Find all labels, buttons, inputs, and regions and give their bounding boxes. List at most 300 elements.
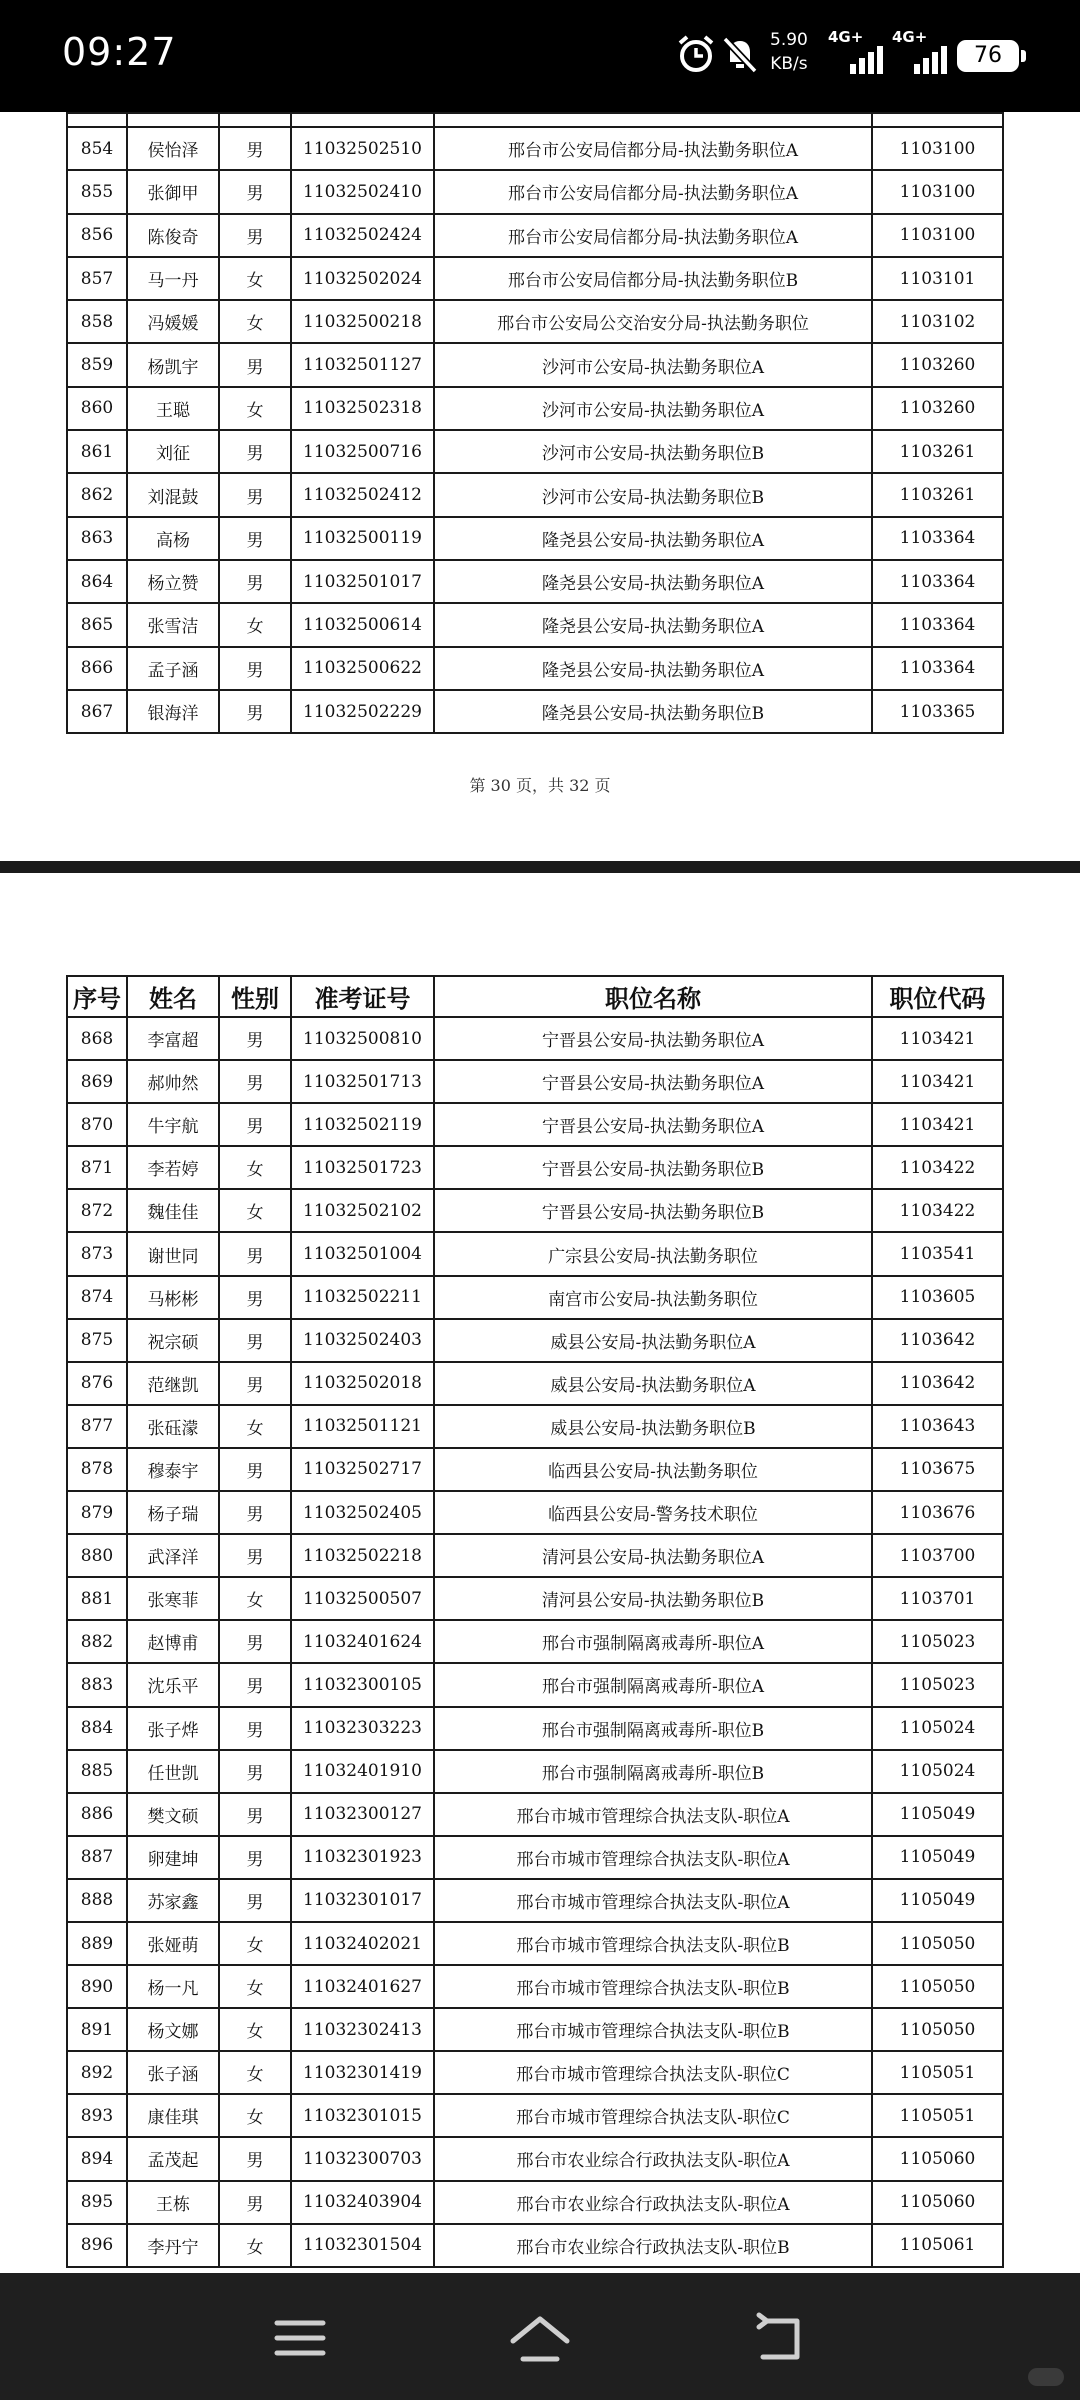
cell-position-code: 1103260 xyxy=(872,387,1003,430)
cell-gender: 女 xyxy=(219,1189,291,1232)
cell-gender: 男 xyxy=(219,1534,291,1577)
cell-name: 樊文硕 xyxy=(127,1793,219,1836)
cell-exam-id: 11032500218 xyxy=(291,300,434,343)
cell-name: 苏家鑫 xyxy=(127,1879,219,1922)
table-row xyxy=(67,1319,1003,1362)
table-row xyxy=(67,2094,1003,2137)
cell-name: 王栋 xyxy=(127,2181,219,2224)
cell-exam-id: 11032301923 xyxy=(291,1836,434,1879)
cell-gender: 女 xyxy=(219,387,291,430)
cell-position: 沙河市公安局-执法勤务职位B xyxy=(434,430,872,473)
cell-gender: 女 xyxy=(219,1577,291,1620)
cell-name: 魏佳佳 xyxy=(127,1189,219,1232)
cell-gender: 男 xyxy=(219,1793,291,1836)
cell-index: 875 xyxy=(67,1319,127,1362)
cell-name: 杨立赞 xyxy=(127,560,219,603)
cell-exam-id: 11032502229 xyxy=(291,690,434,733)
cell-exam-id: 11032502211 xyxy=(291,1276,434,1319)
cell-position-code: 1105023 xyxy=(872,1663,1003,1706)
cell-index: 880 xyxy=(67,1534,127,1577)
cell-gender: 女 xyxy=(219,2094,291,2137)
cell-position-code: 1103261 xyxy=(872,473,1003,516)
cell-position: 清河县公安局-执法勤务职位A xyxy=(434,1534,872,1577)
table-row xyxy=(67,1620,1003,1663)
cell-position-code: 1103261 xyxy=(872,430,1003,473)
table-row xyxy=(67,1405,1003,1448)
cell-name: 孟子涵 xyxy=(127,647,219,690)
cell-name: 赵博甫 xyxy=(127,1620,219,1663)
cell-name: 祝宗硕 xyxy=(127,1319,219,1362)
table-row xyxy=(67,343,1003,386)
cell-position-code: 1103364 xyxy=(872,517,1003,560)
cell-position-code: 1105049 xyxy=(872,1836,1003,1879)
cell-gender: 女 xyxy=(219,603,291,646)
cell-position: 邢台市强制隔离戒毒所-职位B xyxy=(434,1750,872,1793)
cell-position-code: 1103700 xyxy=(872,1534,1003,1577)
cell-exam-id: 11032502024 xyxy=(291,257,434,300)
table-row xyxy=(67,1836,1003,1879)
cell-name: 杨子瑞 xyxy=(127,1491,219,1534)
cell-gender: 男 xyxy=(219,1491,291,1534)
cell-name: 马一丹 xyxy=(127,257,219,300)
cell-position: 邢台市强制隔离戒毒所-职位A xyxy=(434,1620,872,1663)
cell-gender: 男 xyxy=(219,690,291,733)
cell-gender: 男 xyxy=(219,1103,291,1146)
cell-exam-id: 11032502119 xyxy=(291,1103,434,1146)
cell-index: 859 xyxy=(67,343,127,386)
cell-name: 任世凯 xyxy=(127,1750,219,1793)
cell-name: 刘征 xyxy=(127,430,219,473)
table-row xyxy=(67,1750,1003,1793)
cell-exam-id: 11032501121 xyxy=(291,1405,434,1448)
table-row xyxy=(67,2181,1003,2224)
cell-position-code: 1105024 xyxy=(872,1707,1003,1750)
results-table-page-31 xyxy=(66,975,1004,2268)
cell-index: 887 xyxy=(67,1836,127,1879)
cell-position-code: 1103364 xyxy=(872,603,1003,646)
cell-position-code: 1103100 xyxy=(872,214,1003,257)
cell-position: 隆尧县公安局-执法勤务职位A xyxy=(434,647,872,690)
cell-index: 886 xyxy=(67,1793,127,1836)
cell-exam-id: 11032500119 xyxy=(291,517,434,560)
cell-index: 885 xyxy=(67,1750,127,1793)
cell-gender: 男 xyxy=(219,1750,291,1793)
cell-position-code: 1105060 xyxy=(872,2137,1003,2180)
cell-name: 张雪洁 xyxy=(127,603,219,646)
table-row xyxy=(67,2008,1003,2051)
cell-position: 南宫市公安局-执法勤务职位 xyxy=(434,1276,872,1319)
cell-name: 杨一凡 xyxy=(127,1965,219,2008)
cell-exam-id: 11032500614 xyxy=(291,603,434,646)
cell-gender: 男 xyxy=(219,1276,291,1319)
cell-name: 侯怡泽 xyxy=(127,127,219,170)
cell-position: 邢台市公安局信都分局-执法勤务职位A xyxy=(434,127,872,170)
cell-position: 邢台市公安局公交治安分局-执法勤务职位 xyxy=(434,300,872,343)
cell-gender: 男 xyxy=(219,2137,291,2180)
menu-icon[interactable] xyxy=(265,2303,335,2373)
cell-index: 876 xyxy=(67,1362,127,1405)
table-row xyxy=(67,1103,1003,1146)
cell-index: 872 xyxy=(67,1189,127,1232)
cell-exam-id: 11032402021 xyxy=(291,1922,434,1965)
cell-index: 863 xyxy=(67,517,127,560)
cell-position: 邢台市农业综合行政执法支队-职位A xyxy=(434,2137,872,2180)
cell-gender: 男 xyxy=(219,1620,291,1663)
cell-index: 858 xyxy=(67,300,127,343)
cell-exam-id: 11032403904 xyxy=(291,2181,434,2224)
table-row xyxy=(67,1060,1003,1103)
cell-position-code: 1103642 xyxy=(872,1362,1003,1405)
results-table-page-30 xyxy=(66,112,1004,734)
cell-gender: 男 xyxy=(219,1232,291,1275)
cell-position-code: 1103100 xyxy=(872,127,1003,170)
cell-exam-id: 11032501723 xyxy=(291,1146,434,1189)
cell-index: 862 xyxy=(67,473,127,516)
cell-index: 896 xyxy=(67,2224,127,2267)
cell-index: 877 xyxy=(67,1405,127,1448)
cell-index: 891 xyxy=(67,2008,127,2051)
cell-position-code: 1103642 xyxy=(872,1319,1003,1362)
cell-position-code: 1105024 xyxy=(872,1750,1003,1793)
table-row xyxy=(67,1189,1003,1232)
cell-name: 高杨 xyxy=(127,517,219,560)
cell-name: 张寒菲 xyxy=(127,1577,219,1620)
cell-name: 张砡濛 xyxy=(127,1405,219,1448)
cell-gender: 男 xyxy=(219,647,291,690)
cell-exam-id: 11032502405 xyxy=(291,1491,434,1534)
cell-gender: 男 xyxy=(219,1319,291,1362)
net-speed-unit: KB/s xyxy=(770,54,808,74)
table-row xyxy=(67,300,1003,343)
cell-position: 邢台市农业综合行政执法支队-职位A xyxy=(434,2181,872,2224)
cell-position-code: 1103100 xyxy=(872,170,1003,213)
cell-name: 谢世同 xyxy=(127,1232,219,1275)
cell-name: 张子涵 xyxy=(127,2051,219,2094)
cell-name: 李若婷 xyxy=(127,1146,219,1189)
table-row xyxy=(67,1362,1003,1405)
cell-position-code: 1103422 xyxy=(872,1189,1003,1232)
col-header-index: 序号 xyxy=(67,976,127,1017)
table-row xyxy=(67,430,1003,473)
cell-name: 牛宇航 xyxy=(127,1103,219,1146)
cell-position-code: 1103675 xyxy=(872,1448,1003,1491)
cell-gender: 女 xyxy=(219,1922,291,1965)
cell-index: 855 xyxy=(67,170,127,213)
cell-gender: 男 xyxy=(219,1060,291,1103)
sim2-label: 4G+ xyxy=(892,28,928,46)
cell-exam-id: 11032502102 xyxy=(291,1189,434,1232)
cell-position-code: 1103701 xyxy=(872,1577,1003,1620)
cell-position: 邢台市强制隔离戒毒所-职位A xyxy=(434,1663,872,1706)
cell-index: 879 xyxy=(67,1491,127,1534)
cell-index: 870 xyxy=(67,1103,127,1146)
cell-position: 临西县公安局-警务技术职位 xyxy=(434,1491,872,1534)
cell-index: 888 xyxy=(67,1879,127,1922)
cell-position-code: 1103102 xyxy=(872,300,1003,343)
cell-name: 李富超 xyxy=(127,1017,219,1060)
cell-position-code: 1105050 xyxy=(872,1922,1003,1965)
cell-position: 邢台市城市管理综合执法支队-职位A xyxy=(434,1836,872,1879)
cell-gender: 女 xyxy=(219,1965,291,2008)
signal-icon-2 xyxy=(892,28,954,78)
cell-exam-id: 11032501004 xyxy=(291,1232,434,1275)
cell-exam-id: 11032301504 xyxy=(291,2224,434,2267)
table-row xyxy=(67,1707,1003,1750)
cell-name: 杨凯宇 xyxy=(127,343,219,386)
cell-gender: 女 xyxy=(219,300,291,343)
table-row xyxy=(67,1534,1003,1577)
cell-index: 884 xyxy=(67,1707,127,1750)
cell-position-code: 1103421 xyxy=(872,1060,1003,1103)
table-header-row xyxy=(67,976,1003,1017)
table-row xyxy=(67,1793,1003,1836)
cell-name: 穆泰宇 xyxy=(127,1448,219,1491)
cell-position: 隆尧县公安局-执法勤务职位B xyxy=(434,690,872,733)
cell-gender: 女 xyxy=(219,257,291,300)
cell-position: 宁晋县公安局-执法勤务职位B xyxy=(434,1189,872,1232)
cell-position-code: 1103365 xyxy=(872,690,1003,733)
cell-gender: 男 xyxy=(219,1448,291,1491)
cell-name: 武泽洋 xyxy=(127,1534,219,1577)
cell-position-code: 1105051 xyxy=(872,2051,1003,2094)
page-footer: 第 30 页，共 32 页 xyxy=(469,776,611,795)
cell-gender: 男 xyxy=(219,560,291,603)
cell-index: 881 xyxy=(67,1577,127,1620)
cell-name: 张娅萌 xyxy=(127,1922,219,1965)
cell-position: 邢台市强制隔离戒毒所-职位B xyxy=(434,1707,872,1750)
cell-position-code: 1103421 xyxy=(872,1103,1003,1146)
cell-position-code: 1105049 xyxy=(872,1879,1003,1922)
cell-gender: 女 xyxy=(219,1146,291,1189)
network-speed xyxy=(770,28,808,76)
cell-gender: 女 xyxy=(219,2224,291,2267)
cell-position: 邢台市城市管理综合执法支队-职位C xyxy=(434,2094,872,2137)
cell-exam-id: 11032502412 xyxy=(291,473,434,516)
table-row-cut xyxy=(67,113,1003,127)
cell-gender: 男 xyxy=(219,473,291,516)
cell-index: 867 xyxy=(67,690,127,733)
cell-name: 张御甲 xyxy=(127,170,219,213)
cell-name: 杨文娜 xyxy=(127,2008,219,2051)
alarm-icon xyxy=(676,34,716,74)
table-row xyxy=(67,170,1003,213)
cell-position: 邢台市城市管理综合执法支队-职位B xyxy=(434,1965,872,2008)
cell-position-code: 1103364 xyxy=(872,647,1003,690)
cell-gender: 男 xyxy=(219,1017,291,1060)
table-row xyxy=(67,2224,1003,2267)
home-icon[interactable] xyxy=(505,2303,575,2373)
cell-position-code: 1105050 xyxy=(872,1965,1003,2008)
cell-exam-id: 11032502403 xyxy=(291,1319,434,1362)
cell-gender: 男 xyxy=(219,1836,291,1879)
cell-exam-id: 11032501017 xyxy=(291,560,434,603)
cell-exam-id: 11032300127 xyxy=(291,1793,434,1836)
table-row xyxy=(67,1017,1003,1060)
page-divider xyxy=(0,861,1080,873)
cell-gender: 男 xyxy=(219,1879,291,1922)
cell-position: 威县公安局-执法勤务职位A xyxy=(434,1362,872,1405)
cell-position-code: 1105051 xyxy=(872,2094,1003,2137)
cell-exam-id: 11032500716 xyxy=(291,430,434,473)
col-header-name: 姓名 xyxy=(127,976,219,1017)
table-row xyxy=(67,647,1003,690)
cell-position-code: 1103101 xyxy=(872,257,1003,300)
cell-position: 邢台市公安局信都分局-执法勤务职位A xyxy=(434,170,872,213)
cell-position-code: 1105060 xyxy=(872,2181,1003,2224)
cell-exam-id: 11032500810 xyxy=(291,1017,434,1060)
status-bar xyxy=(0,0,1080,112)
cell-position-code: 1103676 xyxy=(872,1491,1003,1534)
cell-position: 威县公安局-执法勤务职位A xyxy=(434,1319,872,1362)
col-header-gender: 性别 xyxy=(219,976,291,1017)
cell-position-code: 1105061 xyxy=(872,2224,1003,2267)
table-row xyxy=(67,473,1003,516)
cell-exam-id: 11032502318 xyxy=(291,387,434,430)
cell-position: 宁晋县公安局-执法勤务职位A xyxy=(434,1103,872,1146)
floating-indicator xyxy=(1028,2368,1064,2386)
cell-exam-id: 11032501127 xyxy=(291,343,434,386)
cell-position: 隆尧县公安局-执法勤务职位A xyxy=(434,517,872,560)
cell-index: 856 xyxy=(67,214,127,257)
table-row xyxy=(67,517,1003,560)
cell-name: 卵建坤 xyxy=(127,1836,219,1879)
cell-index: 878 xyxy=(67,1448,127,1491)
cell-position: 临西县公安局-执法勤务职位 xyxy=(434,1448,872,1491)
cell-name: 张子烨 xyxy=(127,1707,219,1750)
cell-position: 宁晋县公安局-执法勤务职位A xyxy=(434,1017,872,1060)
cell-exam-id: 11032302413 xyxy=(291,2008,434,2051)
cell-position: 邢台市公安局信都分局-执法勤务职位A xyxy=(434,214,872,257)
cell-exam-id: 11032401624 xyxy=(291,1620,434,1663)
cell-exam-id: 11032502018 xyxy=(291,1362,434,1405)
col-header-position-code: 职位代码 xyxy=(872,976,1003,1017)
mute-icon xyxy=(720,34,760,74)
cell-name: 李丹宁 xyxy=(127,2224,219,2267)
table-body xyxy=(67,113,1003,733)
cell-name: 孟茂起 xyxy=(127,2137,219,2180)
cell-gender: 男 xyxy=(219,170,291,213)
cell-exam-id: 11032301419 xyxy=(291,2051,434,2094)
table-row xyxy=(67,690,1003,733)
cell-index: 892 xyxy=(67,2051,127,2094)
table-body xyxy=(67,1017,1003,2267)
cell-name: 银海洋 xyxy=(127,690,219,733)
table-row xyxy=(67,127,1003,170)
table-row xyxy=(67,1922,1003,1965)
cell-exam-id: 11032502424 xyxy=(291,214,434,257)
cell-position-code: 1105023 xyxy=(872,1620,1003,1663)
cell-position: 邢台市城市管理综合执法支队-职位B xyxy=(434,1922,872,1965)
cell-gender: 女 xyxy=(219,2051,291,2094)
cell-index: 868 xyxy=(67,1017,127,1060)
cell-index: 873 xyxy=(67,1232,127,1275)
cell-exam-id: 11032501713 xyxy=(291,1060,434,1103)
table-row xyxy=(67,1965,1003,2008)
cell-index: 894 xyxy=(67,2137,127,2180)
signal-icon xyxy=(828,28,890,78)
cell-exam-id: 11032502218 xyxy=(291,1534,434,1577)
cell-index: 883 xyxy=(67,1663,127,1706)
cell-exam-id: 11032301015 xyxy=(291,2094,434,2137)
cell-gender: 女 xyxy=(219,1405,291,1448)
cell-position-code: 1103260 xyxy=(872,343,1003,386)
cell-exam-id: 11032300703 xyxy=(291,2137,434,2180)
cell-gender: 男 xyxy=(219,127,291,170)
table-row xyxy=(67,603,1003,646)
cell-position-code: 1103422 xyxy=(872,1146,1003,1189)
cell-gender: 女 xyxy=(219,2008,291,2051)
table-row xyxy=(67,2137,1003,2180)
cell-exam-id: 11032500622 xyxy=(291,647,434,690)
cell-position: 邢台市城市管理综合执法支队-职位A xyxy=(434,1879,872,1922)
cell-position: 邢台市城市管理综合执法支队-职位A xyxy=(434,1793,872,1836)
cell-exam-id: 11032502510 xyxy=(291,127,434,170)
cell-name: 康佳琪 xyxy=(127,2094,219,2137)
table-row xyxy=(67,214,1003,257)
cell-position: 邢台市城市管理综合执法支队-职位C xyxy=(434,2051,872,2094)
cell-position: 沙河市公安局-执法勤务职位B xyxy=(434,473,872,516)
cell-name: 沈乐平 xyxy=(127,1663,219,1706)
back-icon[interactable] xyxy=(745,2303,815,2373)
cell-position-code: 1103643 xyxy=(872,1405,1003,1448)
cell-position-code: 1105050 xyxy=(872,2008,1003,2051)
cell-position-code: 1103605 xyxy=(872,1276,1003,1319)
cell-index: 882 xyxy=(67,1620,127,1663)
cell-index: 854 xyxy=(67,127,127,170)
cell-index: 890 xyxy=(67,1965,127,2008)
cell-gender: 男 xyxy=(219,430,291,473)
cell-gender: 男 xyxy=(219,517,291,560)
table-row xyxy=(67,1448,1003,1491)
cell-index: 865 xyxy=(67,603,127,646)
table-row xyxy=(67,1146,1003,1189)
cell-exam-id: 11032500507 xyxy=(291,1577,434,1620)
cell-position: 邢台市农业综合行政执法支队-职位B xyxy=(434,2224,872,2267)
navigation-bar xyxy=(0,2273,1080,2400)
table-row xyxy=(67,1232,1003,1275)
table-row xyxy=(67,1577,1003,1620)
cell-name: 王聪 xyxy=(127,387,219,430)
cell-index: 889 xyxy=(67,1922,127,1965)
cell-gender: 男 xyxy=(219,2181,291,2224)
table-row xyxy=(67,387,1003,430)
clock: 09:27 xyxy=(62,30,177,74)
cell-index: 895 xyxy=(67,2181,127,2224)
cell-exam-id: 11032502410 xyxy=(291,170,434,213)
cell-index: 857 xyxy=(67,257,127,300)
cell-index: 860 xyxy=(67,387,127,430)
cell-index: 864 xyxy=(67,560,127,603)
table-row xyxy=(67,2051,1003,2094)
net-speed-value: 5.90 xyxy=(770,30,808,50)
cell-index: 861 xyxy=(67,430,127,473)
cell-name: 马彬彬 xyxy=(127,1276,219,1319)
cell-position: 隆尧县公安局-执法勤务职位A xyxy=(434,603,872,646)
cell-position: 宁晋县公安局-执法勤务职位B xyxy=(434,1146,872,1189)
cell-position: 邢台市公安局信都分局-执法勤务职位B xyxy=(434,257,872,300)
col-header-exam-id: 准考证号 xyxy=(291,976,434,1017)
table-row xyxy=(67,257,1003,300)
cell-exam-id: 11032300105 xyxy=(291,1663,434,1706)
cell-gender: 男 xyxy=(219,1362,291,1405)
cell-exam-id: 11032401910 xyxy=(291,1750,434,1793)
cell-index: 893 xyxy=(67,2094,127,2137)
cell-position: 广宗县公安局-执法勤务职位 xyxy=(434,1232,872,1275)
cell-name: 郝帅然 xyxy=(127,1060,219,1103)
cell-position: 邢台市城市管理综合执法支队-职位B xyxy=(434,2008,872,2051)
cell-position: 沙河市公安局-执法勤务职位A xyxy=(434,387,872,430)
cell-position-code: 1103364 xyxy=(872,560,1003,603)
